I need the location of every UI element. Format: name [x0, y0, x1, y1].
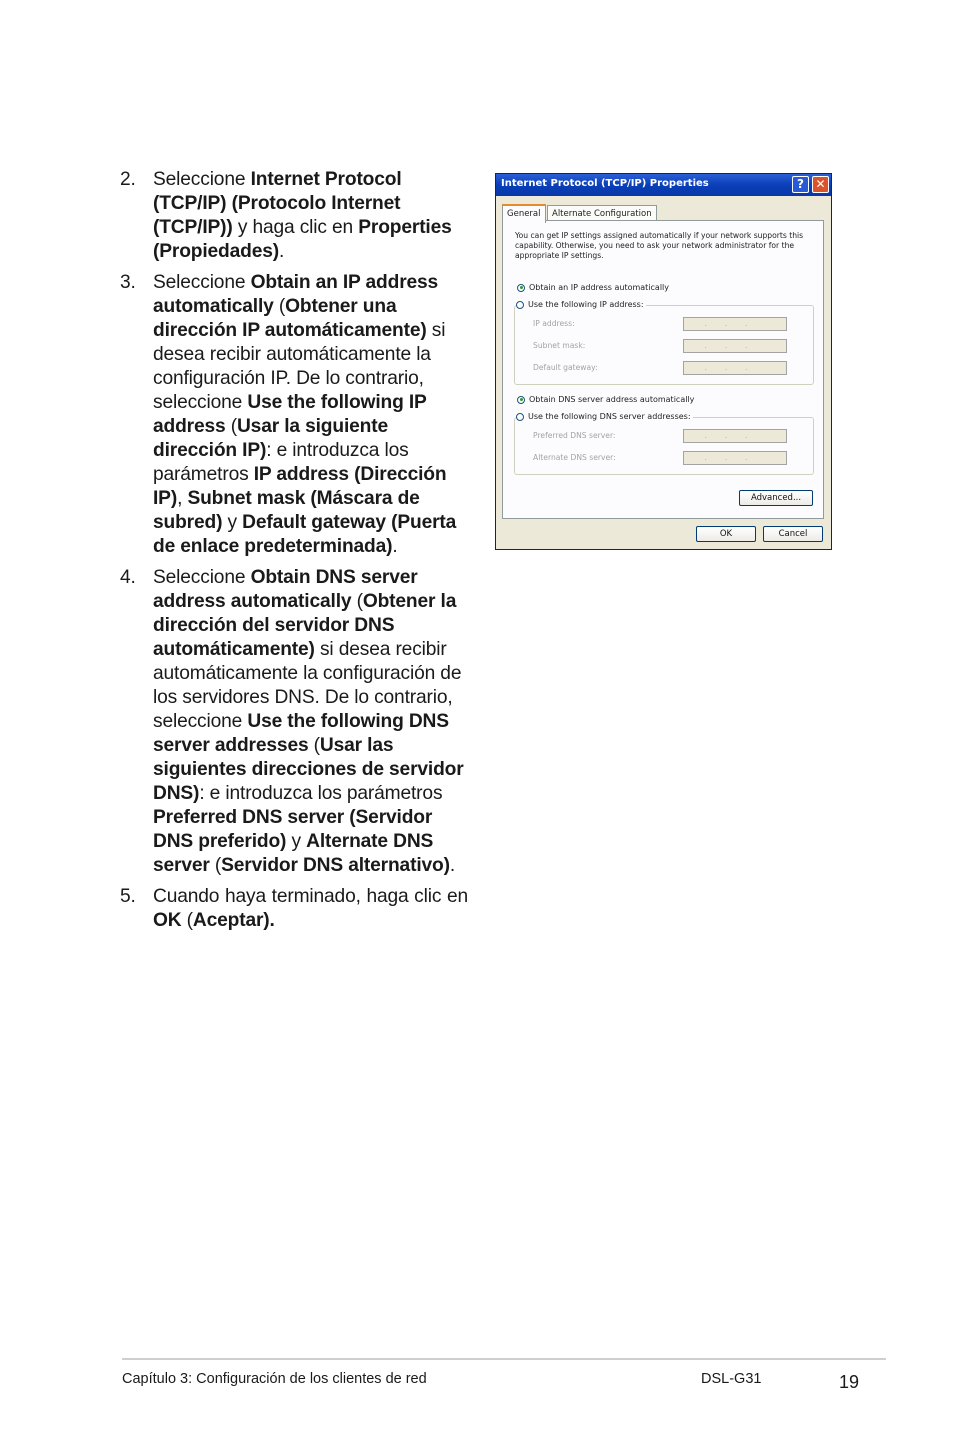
subnet-mask-label: Subnet mask: [533, 341, 586, 350]
step-text-run: Seleccione [153, 272, 251, 293]
advanced-button[interactable]: Advanced... [739, 490, 813, 506]
radio-unselected-icon[interactable] [516, 301, 524, 309]
tab-alternate-configuration[interactable]: Alternate Configuration [547, 205, 657, 222]
default-gateway-field[interactable]: ... [683, 361, 787, 375]
bold-term: Obtain an IP address automatically [153, 272, 439, 317]
step-4 [120, 566, 468, 878]
step-number: 4. [120, 567, 136, 588]
preferred-dns-label: Preferred DNS server: [533, 431, 616, 440]
step-text-run: y [222, 512, 243, 533]
close-icon[interactable]: ✕ [812, 176, 829, 193]
step-text-run: ( [225, 416, 237, 437]
bold-term: Servidor DNS alternativo) [221, 855, 450, 876]
info-text: You can get IP settings assigned automatically if your network supports this capability. Otherwise, you need to ask your network administrator for the appropriate IP settings. [515, 231, 804, 260]
radio-use-following-ip[interactable] [516, 299, 646, 310]
help-icon[interactable]: ? [792, 176, 809, 193]
bold-term: IP address (Dirección IP) [153, 464, 447, 509]
instruction-list [120, 168, 468, 940]
bold-term: Subnet mask (Máscara de subred) [153, 488, 420, 533]
radio-label: Use the following IP address: [528, 300, 644, 309]
radio-use-following-dns[interactable] [516, 411, 693, 422]
bold-term: Aceptar). [192, 910, 275, 931]
bold-term: Use the following DNS server addresses [153, 711, 449, 756]
bold-term: Preferred DNS server (Servidor DNS preferido) [153, 807, 433, 852]
page-number: 19 [839, 1372, 860, 1392]
step-text [153, 566, 468, 878]
bold-term: Obtain DNS server address automatically [153, 567, 418, 612]
alternate-dns-field[interactable]: ... [683, 451, 787, 465]
bold-term: Internet Protocol (TCP/IP) [153, 169, 402, 214]
step-text-run: Seleccione [153, 567, 251, 588]
step-text-run: si desea recibir automáticamente la configuración IP. De lo contrario, seleccione [153, 320, 446, 413]
dialog-title: Internet Protocol (TCP/IP) Properties [501, 178, 709, 189]
footer-rule [122, 1358, 886, 1360]
step-text-run: y [286, 831, 307, 852]
subnet-mask-field[interactable]: ... [683, 339, 787, 353]
bold-term: (Protocolo Internet (TCP/IP)) [153, 193, 401, 238]
general-panel [502, 220, 824, 519]
step-text-run: : e introduzca los parámetros [153, 440, 409, 485]
bold-term: Default gateway (Puerta de enlace predeterminada) [153, 512, 457, 557]
radio-obtain-dns-auto[interactable] [517, 394, 694, 405]
ip-address-label: IP address: [533, 319, 575, 328]
default-gateway-label: Default gateway: [533, 363, 598, 372]
bold-term: Usar las siguientes direcciones de servidor DNS) [153, 735, 464, 804]
bold-term: Usar la siguiente dirección IP) [153, 416, 388, 461]
radio-unselected-icon[interactable] [516, 413, 524, 421]
step-text-run: y haga clic en [232, 217, 359, 238]
bold-term: Alternate DNS server [153, 831, 434, 876]
step-text-run: Seleccione [153, 169, 251, 190]
step-text-run: ( [308, 735, 320, 756]
step-text [153, 885, 468, 933]
step-text-run: . [392, 536, 398, 557]
radio-label: Use the following DNS server addresses: [528, 412, 691, 421]
radio-label: Obtain DNS server address automatically [529, 395, 695, 404]
dns-group [514, 417, 814, 475]
step-number: 2. [120, 169, 136, 190]
bold-term: Use the following IP address [153, 392, 427, 437]
step-number: 3. [120, 272, 136, 293]
ip-address-field[interactable]: ... [683, 317, 787, 331]
radio-selected-icon[interactable] [517, 396, 525, 404]
bold-term: Obtener la dirección del servidor DNS automáticamente) [153, 591, 457, 660]
ok-button[interactable]: OK [696, 526, 756, 542]
preferred-dns-field[interactable]: ... [683, 429, 787, 443]
bold-term: Obtener una dirección IP automáticamente) [153, 296, 427, 341]
footer-model: DSL-G31 [701, 1371, 762, 1387]
bold-term: OK [153, 910, 182, 931]
step-text-run: , [177, 488, 188, 509]
step-text-run: ( [273, 296, 286, 317]
step-text-run: ( [209, 855, 222, 876]
alternate-dns-label: Alternate DNS server: [533, 453, 616, 462]
ip-group [514, 305, 814, 385]
tab-general[interactable]: General [502, 204, 546, 223]
step-text-run: si desea recibir automáticamente la configuración de los servidores DNS. De lo contrario, seleccione [153, 639, 462, 732]
step-text-run: Cuando haya terminado, haga clic en [153, 886, 468, 907]
cancel-button[interactable]: Cancel [763, 526, 823, 542]
footer-chapter: Capítulo 3: Configuración de los clientes de red [122, 1371, 427, 1387]
step-text-run: . [449, 855, 456, 876]
step-text [153, 168, 468, 264]
step-number: 5. [120, 886, 136, 907]
bold-term: Properties (Propiedades) [153, 217, 452, 262]
step-text-run: . [279, 241, 285, 262]
step-3 [120, 271, 468, 559]
tcpip-properties-dialog [495, 173, 832, 550]
radio-label: Obtain an IP address automatically [529, 283, 670, 292]
radio-obtain-ip-auto[interactable] [517, 282, 669, 293]
step-2 [120, 168, 468, 264]
step-text [153, 271, 468, 559]
radio-selected-icon[interactable] [517, 284, 525, 292]
step-text-run: ( [351, 591, 363, 612]
step-text-run: ( [181, 910, 193, 931]
step-text-run: : e introduzca los parámetros [199, 783, 443, 804]
dialog-titlebar [496, 174, 831, 196]
step-5 [120, 885, 468, 933]
